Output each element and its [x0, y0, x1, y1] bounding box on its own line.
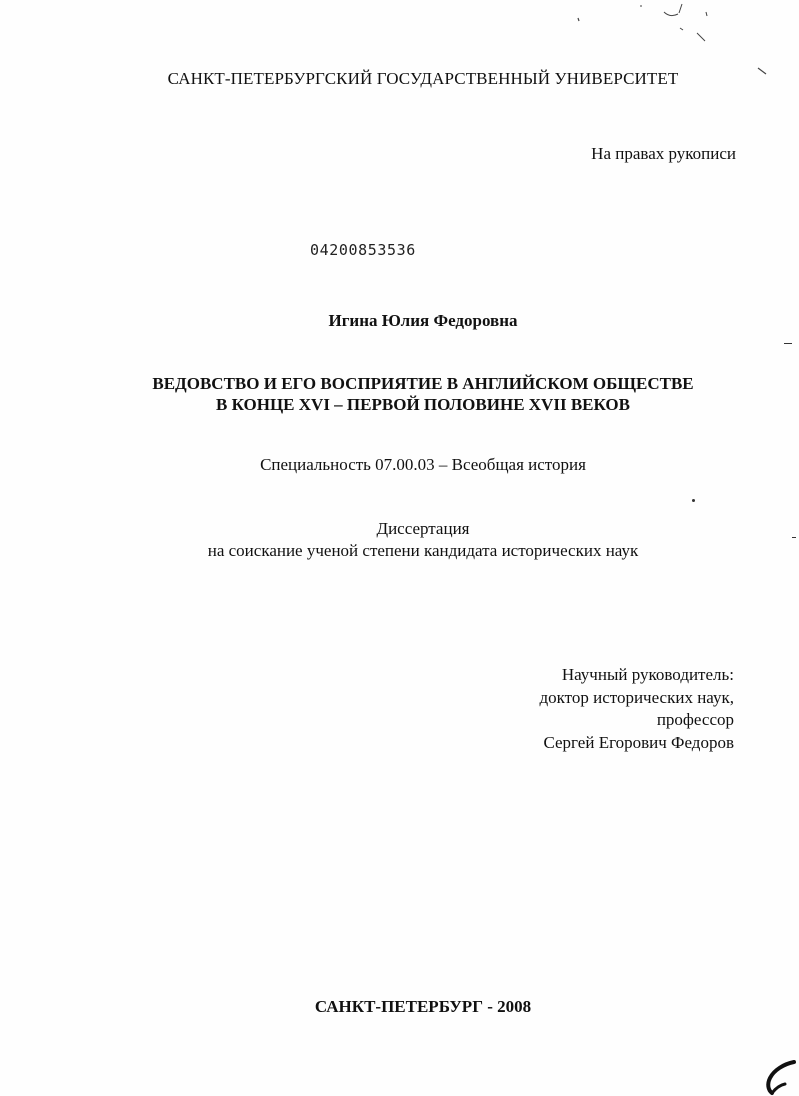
scan-edge-mark: [784, 343, 792, 344]
supervisor-degree: доктор исторических наук,: [539, 687, 734, 707]
city-year: САНКТ-ПЕТЕРБУРГ - 2008: [314, 997, 532, 1016]
dissertation-label: Диссертация: [376, 519, 470, 538]
university-name: САНКТ-ПЕТЕРБУРГСКИЙ ГОСУДАРСТВЕННЫЙ УНИВЕРСИТЕТ: [167, 69, 679, 88]
catalog-number: 04200853536: [310, 241, 416, 259]
dissertation-degree: на соискание ученой степени кандидата исторических наук: [207, 541, 639, 560]
title-line-1: ВЕДОВСТВО И ЕГО ВОСПРИЯТИЕ В АНГЛИЙСКОМ ОБЩЕСТВЕ: [152, 374, 694, 393]
dissertation-title: [0, 373, 799, 415]
scan-speck: [692, 499, 695, 502]
supervisor-rank: профессор: [656, 710, 734, 729]
specialty-line: Специальность 07.00.03 – Всеобщая история: [260, 455, 586, 474]
pen-scribble-icon: [760, 1058, 799, 1096]
supervisor-name: Сергей Егорович Федоров: [543, 732, 734, 752]
supervisor-block: [539, 664, 734, 754]
dissertation-type: [0, 518, 799, 562]
supervisor-label: Научный руководитель:: [561, 665, 734, 684]
author-name: Игина Юлия Федоровна: [328, 311, 518, 330]
title-line-2: В КОНЦЕ XVI – ПЕРВОЙ ПОЛОВИНЕ XVII ВЕКОВ: [216, 395, 630, 414]
manuscript-rights-label: На правах рукописи: [591, 144, 736, 163]
